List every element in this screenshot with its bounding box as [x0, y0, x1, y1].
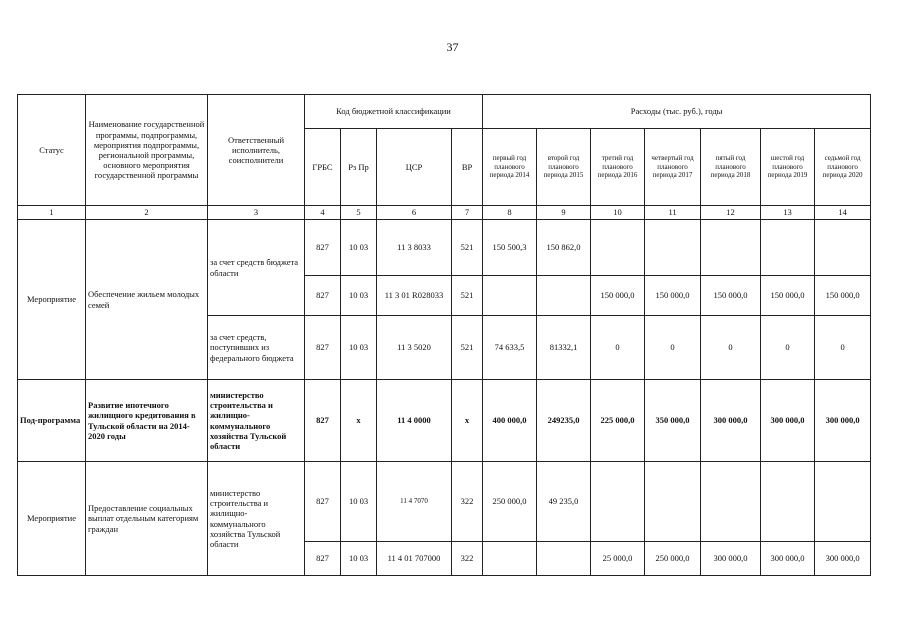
cell-2018: [701, 220, 761, 276]
table-row: [18, 220, 871, 276]
cell-2015: [537, 542, 591, 576]
cell-csr: 11 4 0000: [377, 380, 452, 462]
col-index: 14: [815, 206, 871, 220]
column-index-row: [18, 206, 871, 220]
cell-2020: 300 000,0: [815, 380, 871, 462]
cell-vr: 521: [452, 276, 483, 316]
row-executor: за счет средств, поступивших из федерального бюджета: [208, 316, 305, 380]
cell-2020: 300 000,0: [815, 542, 871, 576]
cell-2018: 150 000,0: [701, 276, 761, 316]
cell-2014: [483, 276, 537, 316]
budget-table: [17, 94, 871, 576]
cell-2015: 81332,1: [537, 316, 591, 380]
header-year-2015: второй год планового периода 2015: [537, 129, 591, 206]
row-executor: министерство строительства и жилищно-коммунального хозяйства Тульской области: [208, 462, 305, 576]
col-index: 8: [483, 206, 537, 220]
cell-2016: 225 000,0: [591, 380, 645, 462]
cell-grbs: 827: [305, 380, 341, 462]
header-year-2019: шестой год планового периода 2019: [761, 129, 815, 206]
cell-2018: 300 000,0: [701, 380, 761, 462]
cell-2019: [761, 220, 815, 276]
col-index: 2: [86, 206, 208, 220]
page-number: 37: [446, 40, 459, 54]
cell-2015: 150 862,0: [537, 220, 591, 276]
cell-2014: 400 000,0: [483, 380, 537, 462]
header-budget-code: Код бюджетной классификации: [305, 95, 483, 129]
cell-vr: 521: [452, 220, 483, 276]
header-year-2018: пятый год планового периода 2018: [701, 129, 761, 206]
cell-2015: 249235,0: [537, 380, 591, 462]
cell-vr: х: [452, 380, 483, 462]
cell-rzpr: 10 03: [341, 276, 377, 316]
cell-2019: 150 000,0: [761, 276, 815, 316]
cell-2020: [815, 462, 871, 542]
header-expenses: Расходы (тыс. руб.), годы: [483, 95, 871, 129]
cell-rzpr: 10 03: [341, 316, 377, 380]
header-executor: Ответственный исполнитель, соисполнители: [208, 95, 305, 206]
table-row: [18, 462, 871, 542]
cell-2019: 0: [761, 316, 815, 380]
cell-grbs: 827: [305, 316, 341, 380]
cell-csr: 11 3 8033: [377, 220, 452, 276]
cell-rzpr: 10 03: [341, 462, 377, 542]
cell-csr: 11 3 5020: [377, 316, 452, 380]
header-grbs: ГРБС: [305, 129, 341, 206]
cell-vr: 322: [452, 462, 483, 542]
cell-2019: 300 000,0: [761, 542, 815, 576]
cell-vr: 521: [452, 316, 483, 380]
header-year-2016: третий год планового периода 2016: [591, 129, 645, 206]
cell-rzpr: х: [341, 380, 377, 462]
row-executor: министерство строительства и жилищно-коммунального хозяйства Тульской области: [208, 380, 305, 462]
cell-2018: 0: [701, 316, 761, 380]
cell-vr: 322: [452, 542, 483, 576]
cell-grbs: 827: [305, 542, 341, 576]
cell-rzpr: 10 03: [341, 220, 377, 276]
col-index: 12: [701, 206, 761, 220]
cell-2014: 250 000,0: [483, 462, 537, 542]
header-year-2020: седьмой год планового периода 2020: [815, 129, 871, 206]
col-index: 11: [645, 206, 701, 220]
cell-2019: 300 000,0: [761, 380, 815, 462]
cell-2017: 150 000,0: [645, 276, 701, 316]
row-status: Под-программа: [18, 380, 86, 462]
cell-csr: 11 3 01 R028033: [377, 276, 452, 316]
cell-2016: [591, 462, 645, 542]
row-status: Мероприятие: [18, 220, 86, 380]
cell-2016: 25 000,0: [591, 542, 645, 576]
cell-2019: [761, 462, 815, 542]
cell-2015: 49 235,0: [537, 462, 591, 542]
col-index: 10: [591, 206, 645, 220]
col-index: 5: [341, 206, 377, 220]
cell-grbs: 827: [305, 462, 341, 542]
header-status: Статус: [18, 95, 86, 206]
cell-2017: 250 000,0: [645, 542, 701, 576]
table-row: [18, 380, 871, 462]
cell-grbs: 827: [305, 220, 341, 276]
cell-2016: 0: [591, 316, 645, 380]
col-index: 3: [208, 206, 305, 220]
cell-2016: [591, 220, 645, 276]
cell-2016: 150 000,0: [591, 276, 645, 316]
cell-2017: 350 000,0: [645, 380, 701, 462]
col-index: 7: [452, 206, 483, 220]
cell-2020: 0: [815, 316, 871, 380]
cell-2017: 0: [645, 316, 701, 380]
row-status: Мероприятие: [18, 462, 86, 576]
cell-2015: [537, 276, 591, 316]
col-index: 9: [537, 206, 591, 220]
row-executor: за счет средств бюджета области: [208, 220, 305, 316]
col-index: 13: [761, 206, 815, 220]
row-name: Обеспечение жильем молодых семей: [86, 220, 208, 380]
cell-2017: [645, 462, 701, 542]
col-index: 4: [305, 206, 341, 220]
row-name: Предоставление социальных выплат отдельным категориям граждан: [86, 462, 208, 576]
cell-csr: 11 4 01 707000: [377, 542, 452, 576]
cell-2020: [815, 220, 871, 276]
cell-csr: 11 4 7070: [377, 462, 452, 542]
header-name: Наименование государственной программы, подпрограммы, мероприятия подпрограммы, региональной программы, основного мероприятия государственной программы: [86, 95, 208, 206]
cell-rzpr: 10 03: [341, 542, 377, 576]
cell-2020: 150 000,0: [815, 276, 871, 316]
header-year-2014: первый год планового периода 2014: [483, 129, 537, 206]
col-index: 6: [377, 206, 452, 220]
cell-2014: [483, 542, 537, 576]
cell-2018: 300 000,0: [701, 542, 761, 576]
cell-2017: [645, 220, 701, 276]
cell-2018: [701, 462, 761, 542]
row-name: Развитие ипотечного жилищного кредитования в Тульской области на 2014-2020 годы: [86, 380, 208, 462]
cell-2014: 150 500,3: [483, 220, 537, 276]
header-vr: ВР: [452, 129, 483, 206]
cell-2014: 74 633,5: [483, 316, 537, 380]
cell-grbs: 827: [305, 276, 341, 316]
header-csr: ЦСР: [377, 129, 452, 206]
header-rzpr: Рз Пр: [341, 129, 377, 206]
col-index: 1: [18, 206, 86, 220]
header-year-2017: четвертый год планового периода 2017: [645, 129, 701, 206]
